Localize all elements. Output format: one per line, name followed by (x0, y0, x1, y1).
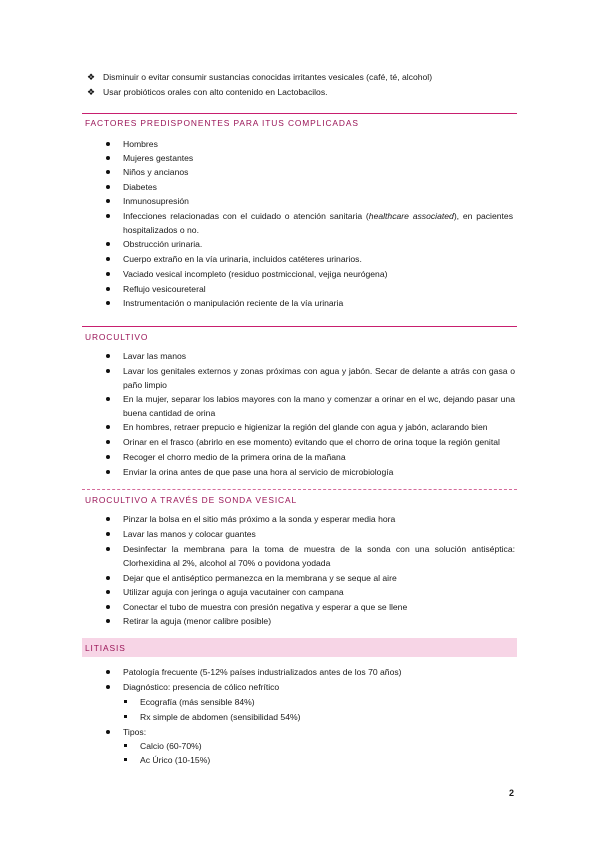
bullet-icon (106, 605, 110, 609)
bullet-icon (106, 301, 110, 305)
bullet-icon (106, 185, 110, 189)
section-rule (82, 113, 517, 114)
bullet-icon (106, 170, 110, 174)
section-band (82, 638, 517, 657)
bullet-icon (106, 199, 110, 203)
bullet-icon (106, 257, 110, 261)
list-item-text: Infecciones relacionadas con el cuidado o atención sanitaria (healthcare associated), en pacientes hospitalizados o no. (123, 211, 513, 235)
bullet-icon (106, 685, 110, 689)
bullet-icon (106, 440, 110, 444)
bullet-icon (106, 455, 110, 459)
section-title: UROCULTIVO A TRAVÉS DE SONDA VESICAL (85, 495, 298, 505)
bullet-icon (106, 425, 110, 429)
bullet-icon (106, 142, 110, 146)
bullet-icon (106, 287, 110, 291)
list-item-text: Usar probióticos orales con alto contenido en Lactobacilos. (103, 87, 328, 97)
square-bullet-icon (124, 758, 127, 761)
document-page: ❖ Disminuir o evitar consumir sustancias conocidas irritantes vesicales (café, té, alcohol) ❖ Usar probióticos orales con alto contenido en Lactobacilos. FACTORES PREDISPONENTES PARA ITUS COMPLICADAS Hombres Mujeres gestantes Niños y ancianos Diabetes Inmunosupresión Infecciones relacionadas con el cuidado o atención sanitaria (healthcare associated), en pacientes hospitalizados o no. Obstrucción urinaria. Cuerpo extraño en la vía urinaria, incluidos catéteres urinarios. Vaciado vesical incompleto (residuo postmiccional, vejiga neurógena) Reflujo vesicoureteral Instrumentación o manipulación reciente de la vía urinaria UROCULTIVO Lavar las manos Lavar los genitales externos y zonas próximas con agua y jabón. Secar de delante a atrás con gasa o paño limpio En la mujer, separar los labios mayores con la mano y comenzar a orinar en el wc, dejando pasar una buena cantidad de orina En hombres, retraer prepucio e higienizar la región del glande con agua y jabón, aclarando bien Orinar en el frasco (abrirlo en ese momento) evitando que el chorro de orina toque la región genital Recoger el chorro medio de la primera orina de la mañana Enviar la orina antes de que pase una hora al servicio de microbiología UROCULTIVO A TRAVÉS DE SONDA VESICAL Pinzar la bolsa en el sitio más próximo a la sonda y esperar media hora Lavar las manos y colocar guantes Desinfectar la membrana para la toma de muestra de la sonda con una solución antiséptica: Clorhexidina al 2%, alcohol al 70% o povidona yodada Dejar que el antiséptico permanezca en la membrana y se seque al aire Utilizar aguja con jeringa o aguja vacutainer con campana Conectar el tubo de muestra con presión negativa y esperar a que se llene Retirar la aguja (menor calibre posible) LITIASIS Patología frecuente (5-12% países industrializados antes de los 70 años) Diagnóstico: presencia de cólico nefrítico Ecografía (más sensible 84%) Rx simple de abdomen (sensibilidad 54%) Tipos: Calcio (60-70%) Ac Úrico (10-15%) 2 (0, 0, 599, 848)
bullet-icon (106, 242, 110, 246)
bullet-icon (106, 670, 110, 674)
bullet-icon (106, 470, 110, 474)
bullet-icon (106, 576, 110, 580)
bullet-icon (106, 156, 110, 160)
bullet-icon (106, 272, 110, 276)
bullet-icon (106, 354, 110, 358)
section-title: LITIASIS (85, 643, 126, 653)
section-rule (82, 489, 517, 490)
bullet-icon (106, 214, 110, 218)
bullet-icon (106, 590, 110, 594)
list-item-text: Disminuir o evitar consumir sustancias conocidas irritantes vesicales (café, té, alcohol) (103, 72, 433, 82)
bullet-icon (106, 369, 110, 373)
bullet-icon (106, 730, 110, 734)
diamond-bullet-icon: ❖ (87, 72, 96, 82)
bullet-icon (106, 619, 110, 623)
square-bullet-icon (124, 744, 127, 747)
section-title: UROCULTIVO (85, 332, 149, 342)
diamond-bullet-icon: ❖ (87, 87, 96, 97)
square-bullet-icon (124, 715, 127, 718)
page-number: 2 (509, 788, 515, 798)
section-title: FACTORES PREDISPONENTES PARA ITUS COMPLICADAS (85, 118, 359, 128)
bullet-icon (106, 517, 110, 521)
bullet-icon (106, 547, 110, 551)
section-rule (82, 326, 517, 327)
bullet-icon (106, 532, 110, 536)
bullet-icon (106, 397, 110, 401)
square-bullet-icon (124, 700, 127, 703)
